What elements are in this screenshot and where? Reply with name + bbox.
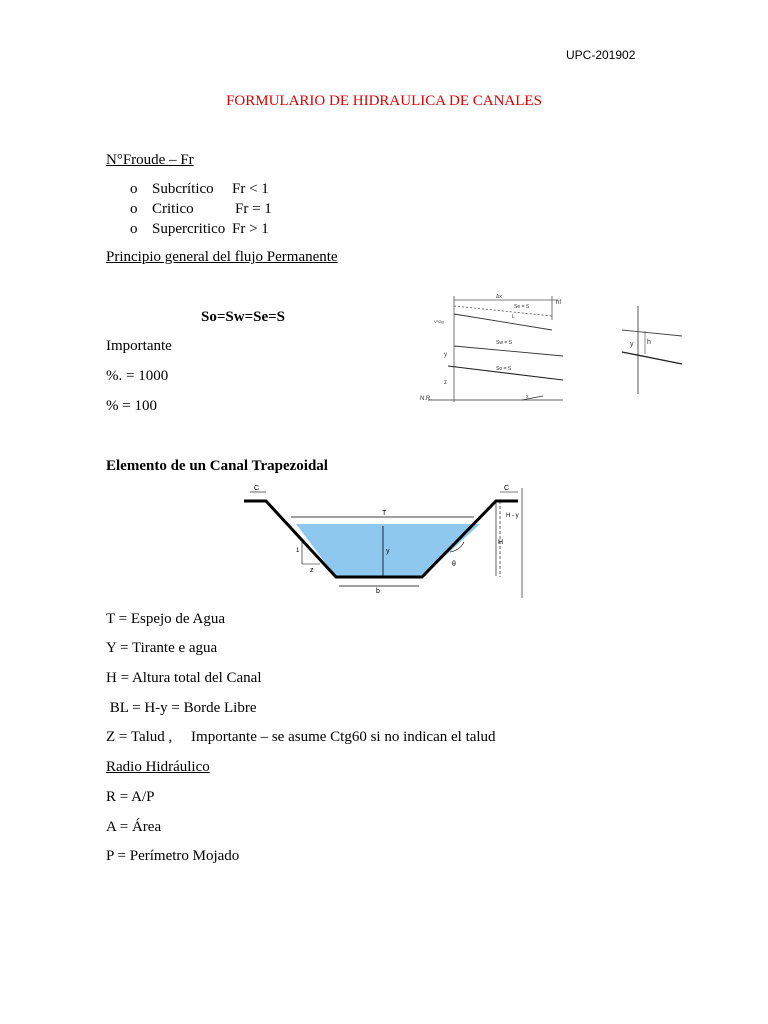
h-minus-y-label: H - y [506, 513, 519, 519]
froude-heading: N°Froude – Fr [106, 152, 194, 168]
definition-talud: Z = Talud , Importante – se asume Ctg60 si no indican el talud [106, 729, 496, 745]
froude-regime: Supercritico [152, 221, 226, 237]
y-label: y [444, 352, 447, 358]
list-item [130, 200, 330, 220]
b-label: b [376, 588, 380, 595]
bullet-icon: o [130, 221, 138, 237]
slope-one-label: 1 [296, 548, 300, 554]
z-slope-label: z [310, 567, 314, 574]
h-label: H [498, 539, 504, 546]
radio-formula: R = A/P [106, 789, 155, 805]
froude-condition: Fr < 1 [232, 181, 269, 197]
sw-label: Sw = S [496, 340, 512, 346]
depth-detail-diagram [598, 306, 688, 394]
hf-label: hf [556, 300, 562, 306]
y-depth-label: y [386, 548, 390, 555]
froude-condition: Fr = 1 [235, 201, 272, 217]
list-item [130, 220, 330, 240]
froude-regime: Critico [152, 201, 194, 217]
c-left-label: C [254, 485, 260, 492]
length-label: L [512, 314, 515, 320]
page-title: FORMULARIO DE HIDRAULICA DE CANALES [226, 93, 542, 109]
z-label: z [444, 380, 447, 386]
radio-heading: Radio Hidráulico [106, 759, 210, 775]
document-code: UPC-201902 [566, 48, 636, 62]
froude-list [130, 180, 330, 240]
percent-value: % = 100 [106, 398, 157, 414]
nr-label: N.R. [420, 396, 432, 402]
velocity-head-label: V²/2g [434, 319, 444, 324]
x-label: x [526, 394, 529, 400]
area-definition: A = Área [106, 819, 162, 835]
so-label: So = S [496, 366, 512, 372]
perimeter-definition: P = Perímetro Mojado [106, 848, 240, 864]
important-label: Importante [106, 338, 172, 354]
permil-value: %. = 1000 [106, 368, 169, 384]
trapezoidal-channel-diagram [238, 480, 528, 602]
flow-equation: So=Sw=Se=S [201, 309, 286, 325]
froude-condition: Fr > 1 [232, 221, 269, 237]
list-item [130, 180, 330, 200]
trapezoid-heading: Elemento de un Canal Trapezoidal [106, 458, 328, 474]
t-label: T [382, 510, 387, 517]
bullet-icon: o [130, 201, 138, 217]
depth-y-label: y [630, 341, 634, 348]
dx-label: Δx [496, 294, 502, 300]
definition-espejo: T = Espejo de Agua [106, 611, 225, 627]
definition-altura: H = Altura total del Canal [106, 670, 262, 686]
depth-h-label: h [647, 339, 651, 346]
definition-tirante: Y = Tirante e agua [106, 640, 218, 656]
definition-borde-libre: BL = H-y = Borde Libre [106, 700, 257, 716]
c-right-label: C [504, 485, 510, 492]
theta-label: θ [452, 561, 456, 568]
froude-regime: Subcrítico [152, 181, 214, 197]
flow-profile-diagram [418, 290, 570, 408]
bullet-icon: o [130, 181, 138, 197]
flow-heading: Principio general del flujo Permanente [106, 249, 338, 265]
se-label: Se = S [514, 304, 530, 310]
